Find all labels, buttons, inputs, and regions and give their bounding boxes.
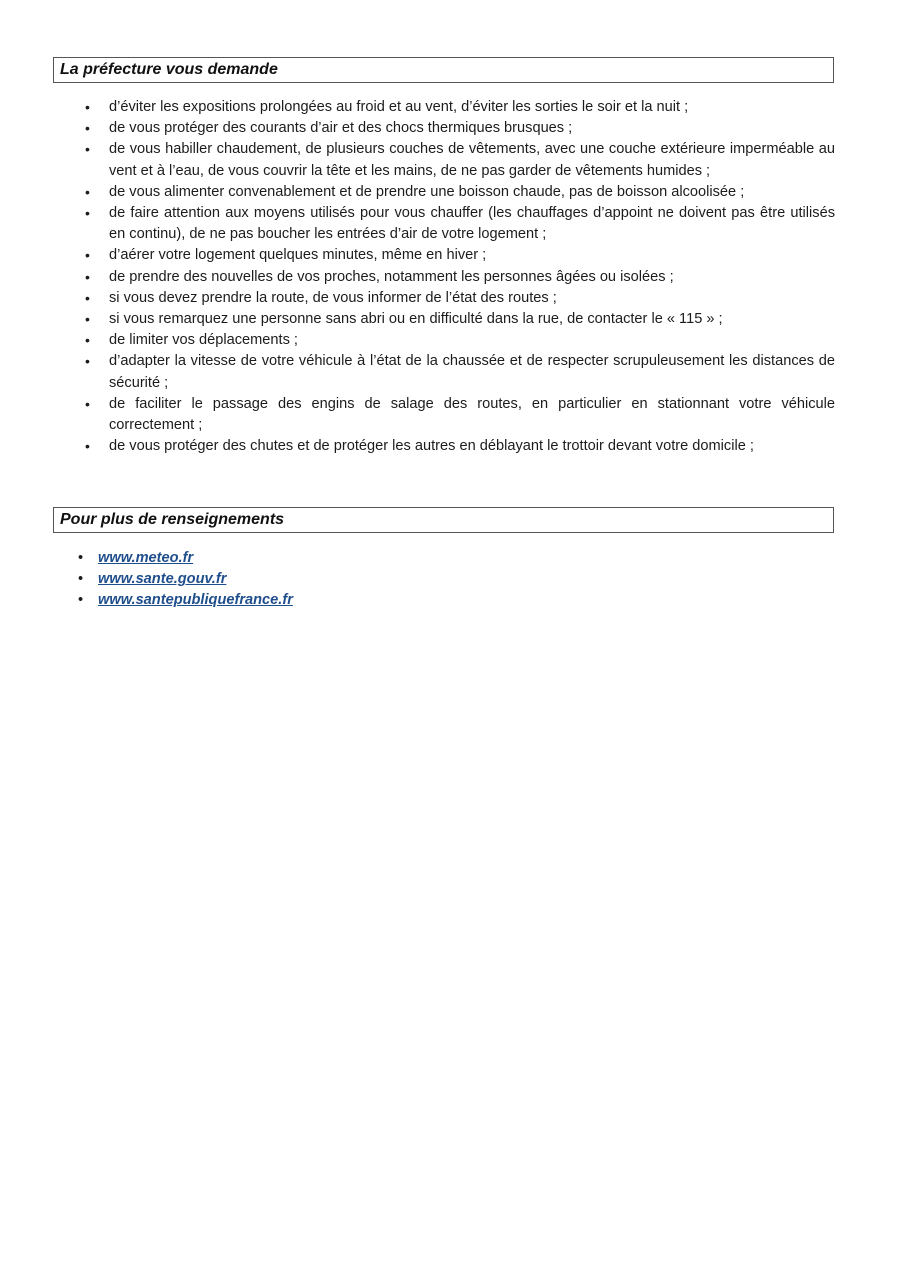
list-item xyxy=(53,548,293,569)
list-item xyxy=(53,436,835,457)
list-item-text: d’adapter la vitesse de votre véhicule à l’état de la chaussée et de respecter scrupuleusement les distances de sécurité ; xyxy=(109,353,835,391)
list-item xyxy=(53,309,835,330)
list-item-text: d’éviter les expositions prolongées au froid et au vent, d’éviter les sorties le soir et la nuit ; xyxy=(109,99,689,115)
list-item xyxy=(53,245,835,266)
link-sante-gouv[interactable]: www.sante.gouv.fr xyxy=(98,571,227,588)
list-item-text: de vous alimenter convenablement et de prendre une boisson chaude, pas de boisson alcoolisée ; xyxy=(109,183,745,200)
bullet-icon: • xyxy=(85,332,90,349)
links-list xyxy=(53,548,293,612)
list-item xyxy=(53,203,835,245)
list-item xyxy=(53,351,835,393)
list-item xyxy=(53,569,293,590)
list-item xyxy=(53,394,835,436)
bullet-icon: • xyxy=(85,395,90,412)
list-item xyxy=(53,288,835,309)
bullet-icon: • xyxy=(85,438,90,455)
bullet-icon: • xyxy=(78,571,84,588)
bullet-icon: • xyxy=(85,183,90,200)
bullet-icon: • xyxy=(78,550,84,566)
bullet-icon: • xyxy=(85,289,90,306)
list-item-text: de prendre des nouvelles de vos proches, notamment les personnes âgées ou isolées ; xyxy=(109,268,674,285)
list-item-text: si vous remarquez une personne sans abri ou en difficulté dans la rue, de contacter le « 115 » ; xyxy=(109,311,723,328)
link-sante-publique-france[interactable]: www.santepubliquefrance.fr xyxy=(98,592,293,609)
list-item xyxy=(53,330,835,351)
bullet-icon: • xyxy=(85,353,90,370)
bullet-icon: • xyxy=(85,247,90,264)
bullet-icon: • xyxy=(85,268,90,285)
list-item xyxy=(53,139,835,181)
section-heading-renseignements: Pour plus de renseignements xyxy=(53,507,834,533)
list-item-text: si vous devez prendre la route, de vous informer de l’état des routes ; xyxy=(109,289,557,306)
bullet-icon: • xyxy=(85,99,90,115)
list-item-text: d’aérer votre logement quelques minutes, même en hiver ; xyxy=(109,247,487,264)
bullet-icon: • xyxy=(85,311,90,328)
link-meteo[interactable]: www.meteo.fr xyxy=(98,550,194,566)
list-item-text: de faciliter le passage des engins de salage des routes, en particulier en stationnant votre véhicule correctement ; xyxy=(109,395,835,434)
section-heading-prefecture: La préfecture vous demande xyxy=(53,57,834,83)
list-item-text: de limiter vos déplacements ; xyxy=(109,332,298,349)
list-item-text: de vous protéger des courants d’air et des chocs thermiques brusques ; xyxy=(109,120,573,137)
list-item-text: de vous habiller chaudement, de plusieurs couches de vêtements, avec une couche extérieure imperméable au vent et à l’eau, de vous couvrir la tête et les mains, de ne pas garder de vêtements humides ; xyxy=(109,141,835,179)
bullet-icon: • xyxy=(85,205,90,222)
list-item xyxy=(53,182,835,203)
list-item xyxy=(53,590,293,611)
list-item xyxy=(53,267,835,288)
list-item xyxy=(53,97,835,118)
list-item-text: de faire attention aux moyens utilisés pour vous chauffer (les chauffages d’appoint ne doivent pas être utilisés en continu), de ne pas boucher les entrées d’air de votre logement ; xyxy=(109,205,835,243)
bullet-icon: • xyxy=(78,592,84,609)
list-item xyxy=(53,118,835,139)
bullet-icon: • xyxy=(85,141,90,158)
advice-list xyxy=(53,97,835,457)
list-item-text: de vous protéger des chutes et de protéger les autres en déblayant le trottoir devant votre domicile ; xyxy=(109,438,754,455)
bullet-icon: • xyxy=(85,120,90,137)
